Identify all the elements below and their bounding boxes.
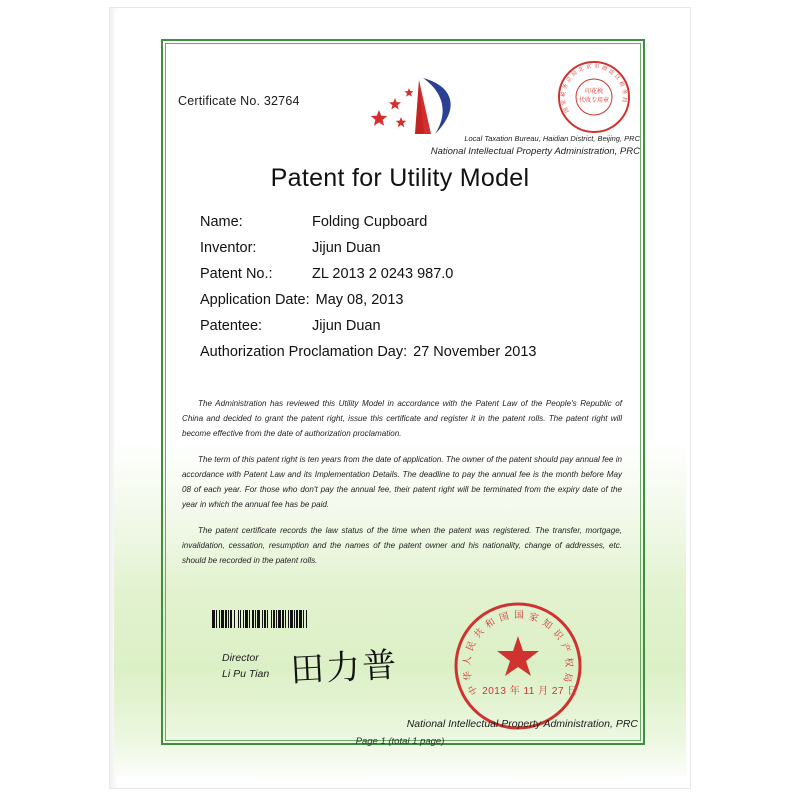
seal-date: 2013 年 11 月 27 日 xyxy=(482,686,578,697)
svg-text:总: 总 xyxy=(565,75,574,84)
national-office-seal xyxy=(452,600,584,732)
svg-text:知: 知 xyxy=(539,617,555,632)
svg-text:权: 权 xyxy=(562,657,575,668)
svg-text:税: 税 xyxy=(560,91,568,98)
field-row xyxy=(200,214,640,230)
field-label-patent-no: Patent No.: xyxy=(200,266,273,282)
svg-text:民: 民 xyxy=(464,639,479,653)
barcode xyxy=(212,610,308,628)
svg-text:区: 区 xyxy=(612,73,622,82)
svg-text:家: 家 xyxy=(561,99,568,106)
issuer-sub-line: Local Taxation Bureau, Haidian District, Beijing, PRC xyxy=(464,134,640,143)
director-label: Director xyxy=(222,652,259,664)
field-label-application-date: Application Date: xyxy=(200,292,310,308)
tax-bureau-seal xyxy=(557,60,631,134)
paragraph: The term of this patent right is ten years from the date of application. The owner of the patent should pay annual fee in accordance with Patent Law and its Implementation Details. The deadline to pay the annual fee is the month before May 08 of each year. For those who don't pay the annual fee, their patent right will be terminated from the expiry date of the year in which the annual fee has be paid. xyxy=(182,454,622,509)
footer-page-number: Page 1 (total 1 page) xyxy=(355,736,445,747)
svg-text:务: 务 xyxy=(620,88,627,95)
footer-issuer: National Intellectual Property Administration, PRC xyxy=(406,718,638,730)
field-value-inventor: Jijun Duan xyxy=(312,240,381,256)
svg-text:共: 共 xyxy=(472,626,487,641)
svg-text:北: 北 xyxy=(577,65,586,74)
patent-fields xyxy=(200,214,640,370)
director-signature: 田力普 xyxy=(289,645,400,691)
svg-text:海: 海 xyxy=(600,65,608,73)
field-row xyxy=(200,318,640,334)
svg-text:局: 局 xyxy=(570,69,579,79)
svg-text:家: 家 xyxy=(527,611,540,625)
issuer-line: National Intellectual Property Administration, PRC xyxy=(430,146,640,157)
field-row xyxy=(200,240,640,256)
svg-text:税: 税 xyxy=(617,80,626,89)
field-row xyxy=(200,266,640,282)
svg-text:局: 局 xyxy=(620,96,628,103)
director-name: Li Pu Tian xyxy=(222,668,270,680)
certificate-body-text xyxy=(182,397,622,580)
svg-text:产: 产 xyxy=(558,641,572,655)
svg-text:务: 务 xyxy=(562,83,570,91)
field-value-patentee: Jijun Duan xyxy=(312,318,381,334)
svg-text:人: 人 xyxy=(461,655,474,667)
field-value-patent-no: ZL 2013 2 0243 987.0 xyxy=(312,266,454,282)
svg-text:国: 国 xyxy=(514,609,524,622)
svg-text:淀: 淀 xyxy=(607,68,616,77)
patent-certificate xyxy=(114,12,686,776)
svg-text:和: 和 xyxy=(483,616,498,631)
svg-text:局: 局 xyxy=(560,671,574,684)
svg-text:国: 国 xyxy=(497,610,511,625)
svg-text:市: 市 xyxy=(593,63,600,71)
field-label-name: Name: xyxy=(200,214,243,230)
field-label-inventor: Inventor: xyxy=(200,240,257,256)
certificate-number: Certificate No. 32764 xyxy=(178,94,300,108)
svg-text:印花税: 印花税 xyxy=(584,88,604,95)
field-value-name: Folding Cupboard xyxy=(312,214,428,230)
field-label-patentee: Patentee: xyxy=(200,318,263,334)
field-value-application-date: May 08, 2013 xyxy=(315,292,404,308)
field-value-authorization-day: 27 November 2013 xyxy=(413,344,537,360)
field-row xyxy=(200,292,640,308)
svg-text:国: 国 xyxy=(562,105,571,114)
paragraph: The Administration has reviewed this Utility Model in accordance with the Patent Law of the People's Republic of China and decided to grant the patent right, issue this certificate and register it in the patent rolls. The patent right will become effective from the date of authorization proclamation. xyxy=(182,399,622,438)
field-row xyxy=(200,344,640,360)
svg-text:中: 中 xyxy=(466,682,481,697)
svg-text:识: 识 xyxy=(550,627,566,643)
paragraph: The patent certificate records the law status of the time when the patent was registered. The transfer, mortgage, invalidation, cessation, resumption and the names of the patent owner and his nationality, change of addresses, etc. should be recorded in the patent rolls. xyxy=(182,525,622,565)
svg-text:华: 华 xyxy=(462,669,475,682)
svg-text:代收专用章: 代收专用章 xyxy=(578,97,610,104)
field-label-authorization-day: Authorization Proclamation Day: xyxy=(200,344,408,360)
svg-text:京: 京 xyxy=(585,64,592,71)
page-title: Patent for Utility Model xyxy=(270,164,530,192)
